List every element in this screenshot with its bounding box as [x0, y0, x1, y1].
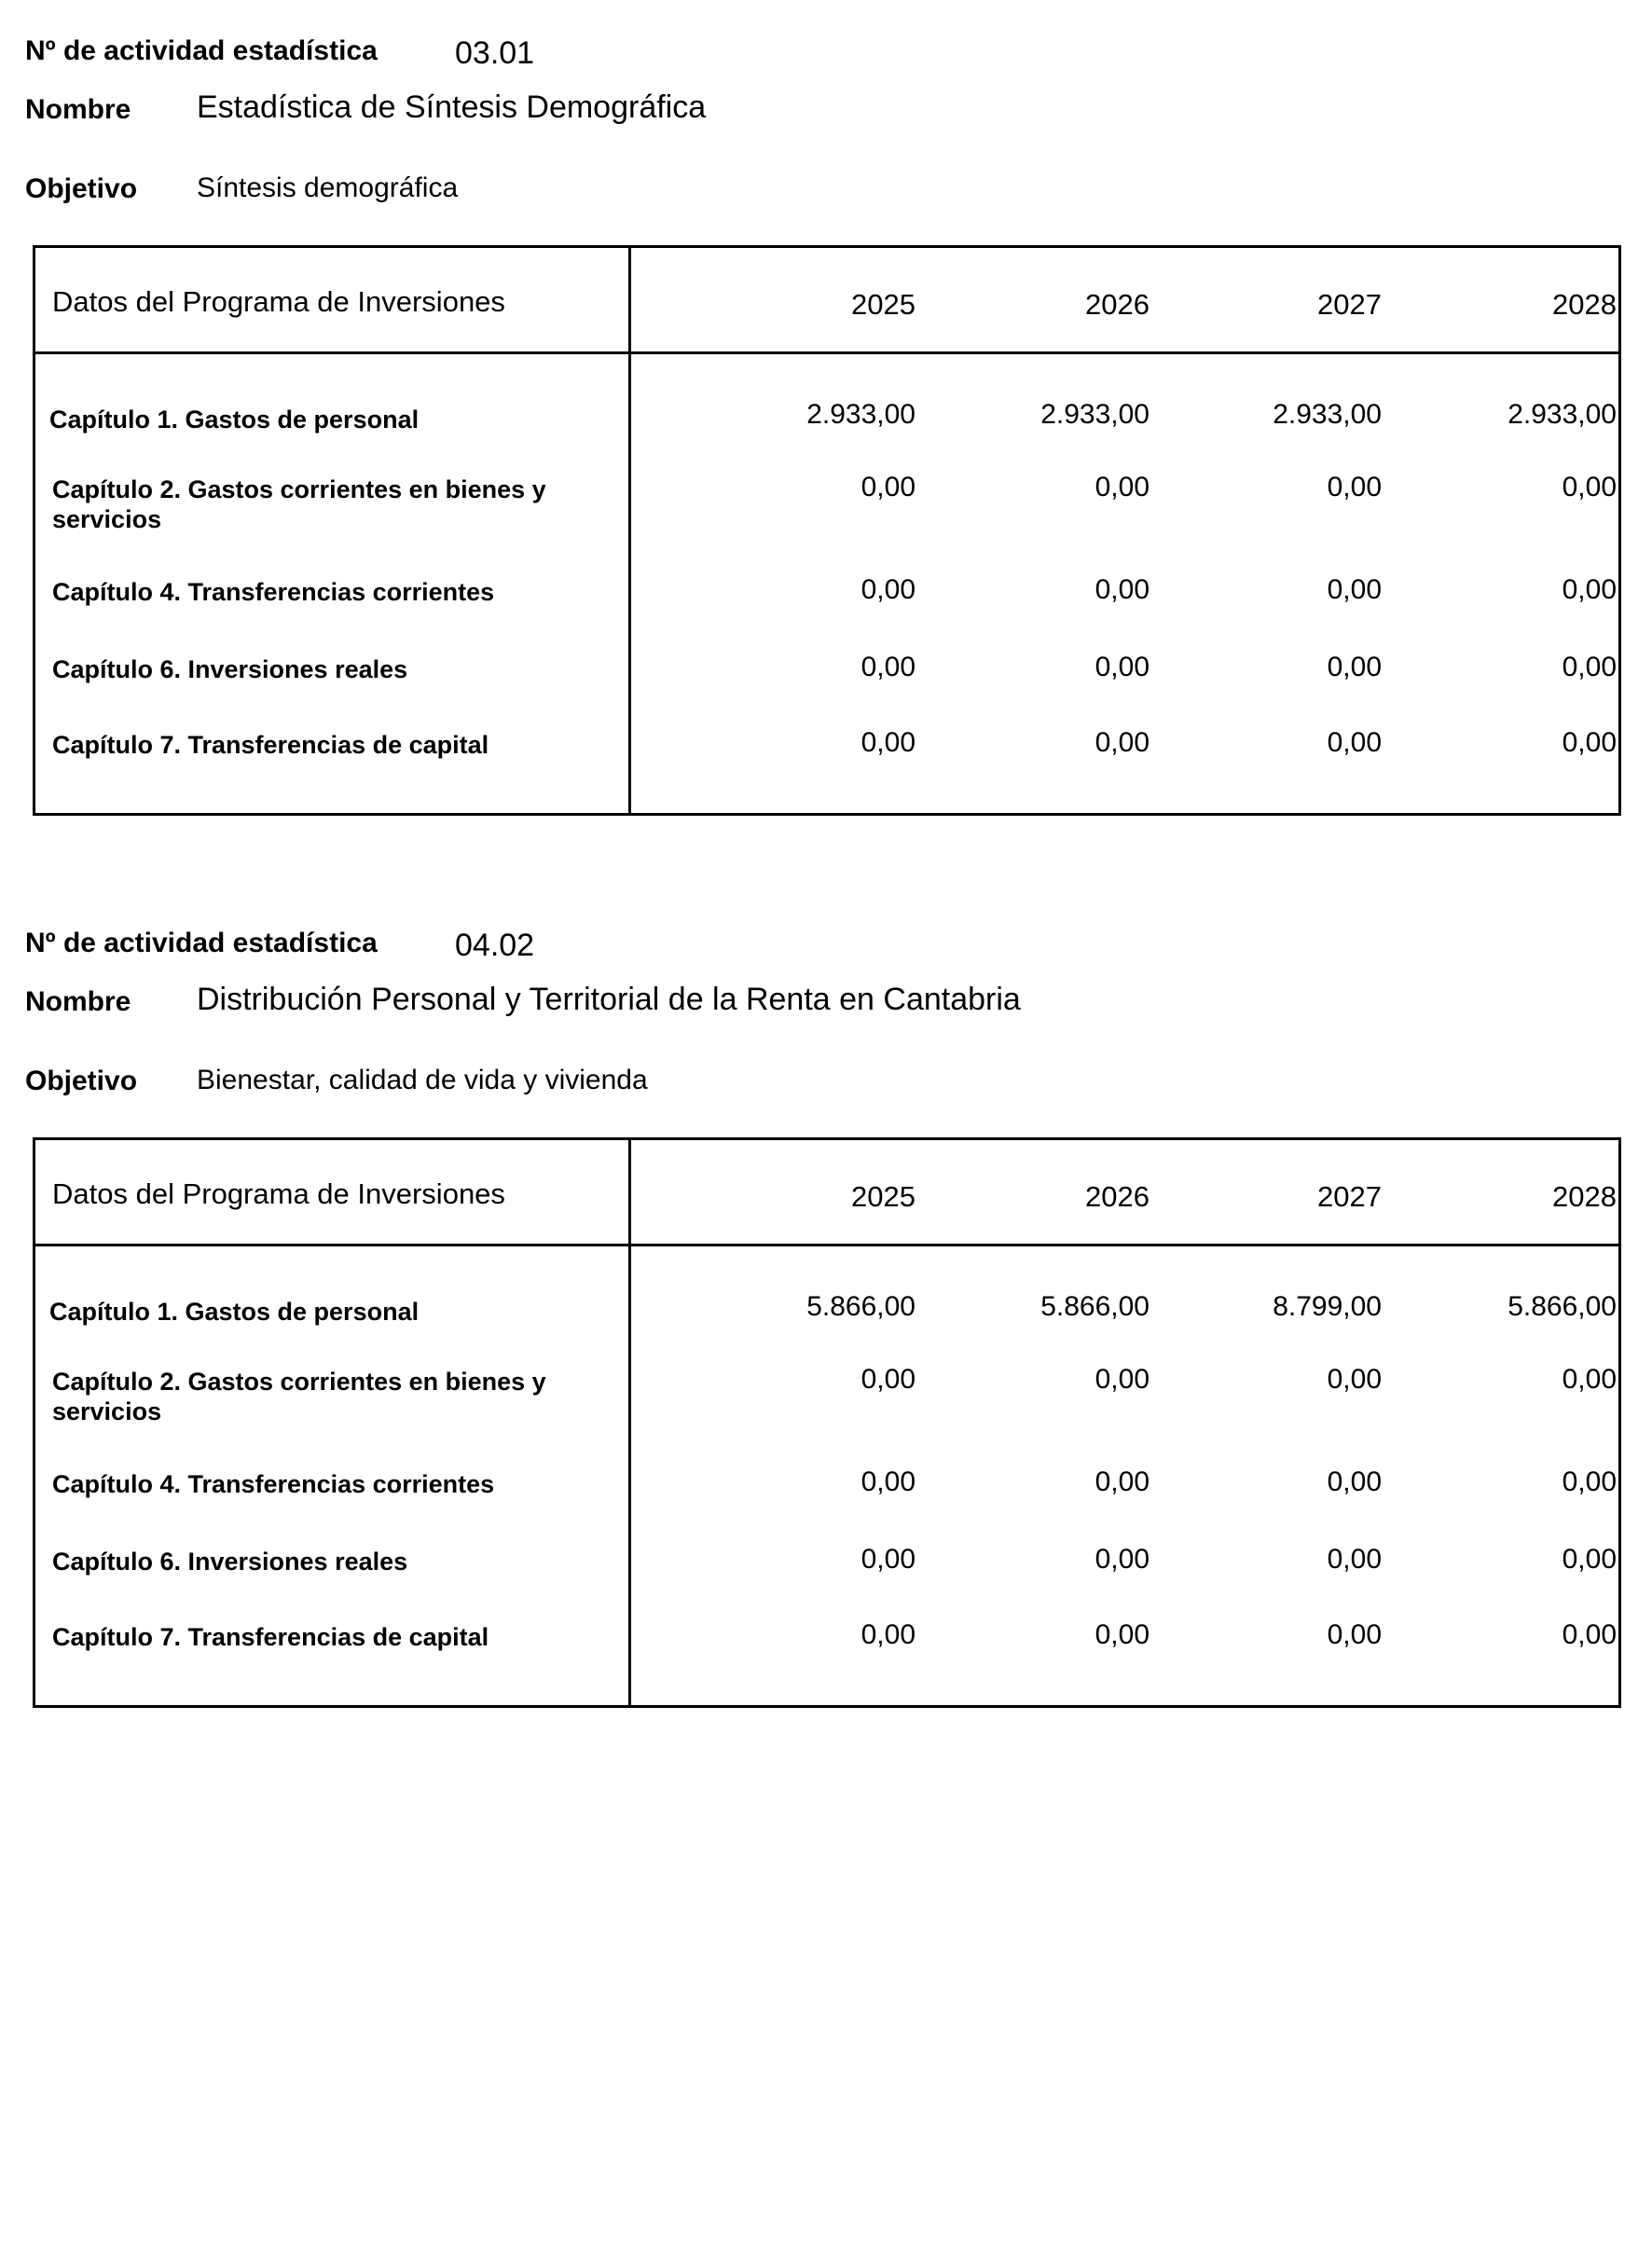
row-label: Capítulo 2. Gastos corrientes en bienes y servicios — [52, 475, 546, 533]
table-header-label: Datos del Programa de Inversiones — [52, 285, 505, 318]
cell-value: 0,00 — [860, 1364, 915, 1395]
year-header: 2025 — [851, 288, 915, 321]
cell-value: 0,00 — [1094, 652, 1150, 682]
cell-value: 0,00 — [1094, 472, 1150, 502]
cell-value: 0,00 — [1327, 574, 1382, 605]
activity-objective-label: Objetivo — [25, 1066, 138, 1096]
activity-objective-label: Objetivo — [25, 173, 138, 204]
activity-number-label: Nº de actividad estadística — [25, 35, 378, 66]
year-header: 2027 — [1317, 288, 1382, 321]
year-header: 2027 — [1317, 1180, 1382, 1213]
cell-value: 2.933,00 — [1273, 399, 1382, 430]
cell-value: 2.933,00 — [1040, 399, 1150, 430]
cell-value: 0,00 — [1327, 1619, 1382, 1650]
cell-value: 5.866,00 — [806, 1291, 915, 1322]
investment-table — [33, 1137, 1621, 1708]
activity-name-label: Nombre — [25, 94, 131, 125]
cell-value: 0,00 — [1562, 472, 1617, 502]
table-header-label: Datos del Programa de Inversiones — [52, 1177, 505, 1210]
cell-value: 0,00 — [1094, 1466, 1150, 1497]
cell-value: 2.933,00 — [806, 399, 915, 430]
cell-value: 0,00 — [1327, 1466, 1382, 1497]
activity-objective: Síntesis demográfica — [197, 172, 459, 203]
cell-value: 2.933,00 — [1507, 399, 1617, 430]
table-header-divider — [35, 351, 1618, 354]
cell-value: 0,00 — [1562, 1619, 1617, 1650]
activity-number-label: Nº de actividad estadística — [25, 928, 378, 958]
cell-value: 0,00 — [860, 652, 915, 682]
activity-number: 03.01 — [455, 35, 535, 71]
cell-value: 0,00 — [1327, 652, 1382, 682]
year-header: 2025 — [851, 1180, 915, 1213]
row-label: Capítulo 4. Transferencias corrientes — [52, 1470, 495, 1498]
cell-value: 5.866,00 — [1040, 1291, 1150, 1322]
cell-value: 0,00 — [1327, 1364, 1382, 1395]
cell-value: 0,00 — [1562, 1544, 1617, 1575]
activity-number: 04.02 — [455, 928, 535, 963]
investment-table — [33, 245, 1621, 816]
activity-name: Estadística de Síntesis Demográfica — [197, 89, 707, 125]
cell-value: 0,00 — [1327, 1544, 1382, 1575]
cell-value: 0,00 — [1327, 727, 1382, 758]
year-header: 2026 — [1085, 288, 1150, 321]
cell-value: 0,00 — [1562, 1466, 1617, 1497]
table-column-divider — [628, 1140, 631, 1705]
cell-value: 0,00 — [860, 1619, 915, 1650]
year-header: 2028 — [1552, 288, 1617, 321]
row-label: Capítulo 4. Transferencias corrientes — [52, 578, 495, 606]
row-label: Capítulo 1. Gastos de personal — [49, 1298, 420, 1326]
cell-value: 0,00 — [860, 574, 915, 605]
row-label: Capítulo 6. Inversiones reales — [52, 655, 408, 683]
cell-value: 0,00 — [1094, 574, 1150, 605]
cell-value: 0,00 — [1562, 727, 1617, 758]
cell-value: 0,00 — [1327, 472, 1382, 502]
cell-value: 0,00 — [1094, 1619, 1150, 1650]
cell-value: 0,00 — [1562, 574, 1617, 605]
row-label: Capítulo 2. Gastos corrientes en bienes y servicios — [52, 1368, 546, 1425]
table-header-divider — [35, 1244, 1618, 1246]
row-label: Capítulo 6. Inversiones reales — [52, 1548, 408, 1576]
cell-value: 0,00 — [860, 472, 915, 502]
row-label: Capítulo 7. Transferencias de capital — [52, 731, 489, 759]
cell-value: 0,00 — [860, 1466, 915, 1497]
row-label: Capítulo 1. Gastos de personal — [49, 406, 420, 434]
cell-value: 0,00 — [860, 1544, 915, 1575]
cell-value: 0,00 — [860, 727, 915, 758]
table-column-divider — [628, 248, 631, 813]
cell-value: 0,00 — [1094, 727, 1150, 758]
activity-name-label: Nombre — [25, 986, 131, 1017]
year-header: 2028 — [1552, 1180, 1617, 1213]
cell-value: 0,00 — [1562, 652, 1617, 682]
cell-value: 0,00 — [1094, 1364, 1150, 1395]
cell-value: 0,00 — [1094, 1544, 1150, 1575]
cell-value: 8.799,00 — [1273, 1291, 1382, 1322]
row-label: Capítulo 7. Transferencias de capital — [52, 1623, 489, 1651]
cell-value: 5.866,00 — [1507, 1291, 1617, 1322]
activity-objective: Bienestar, calidad de vida y vivienda — [197, 1065, 648, 1095]
cell-value: 0,00 — [1562, 1364, 1617, 1395]
year-header: 2026 — [1085, 1180, 1150, 1213]
activity-name: Distribución Personal y Territorial de la Renta en Cantabria — [197, 982, 1021, 1017]
